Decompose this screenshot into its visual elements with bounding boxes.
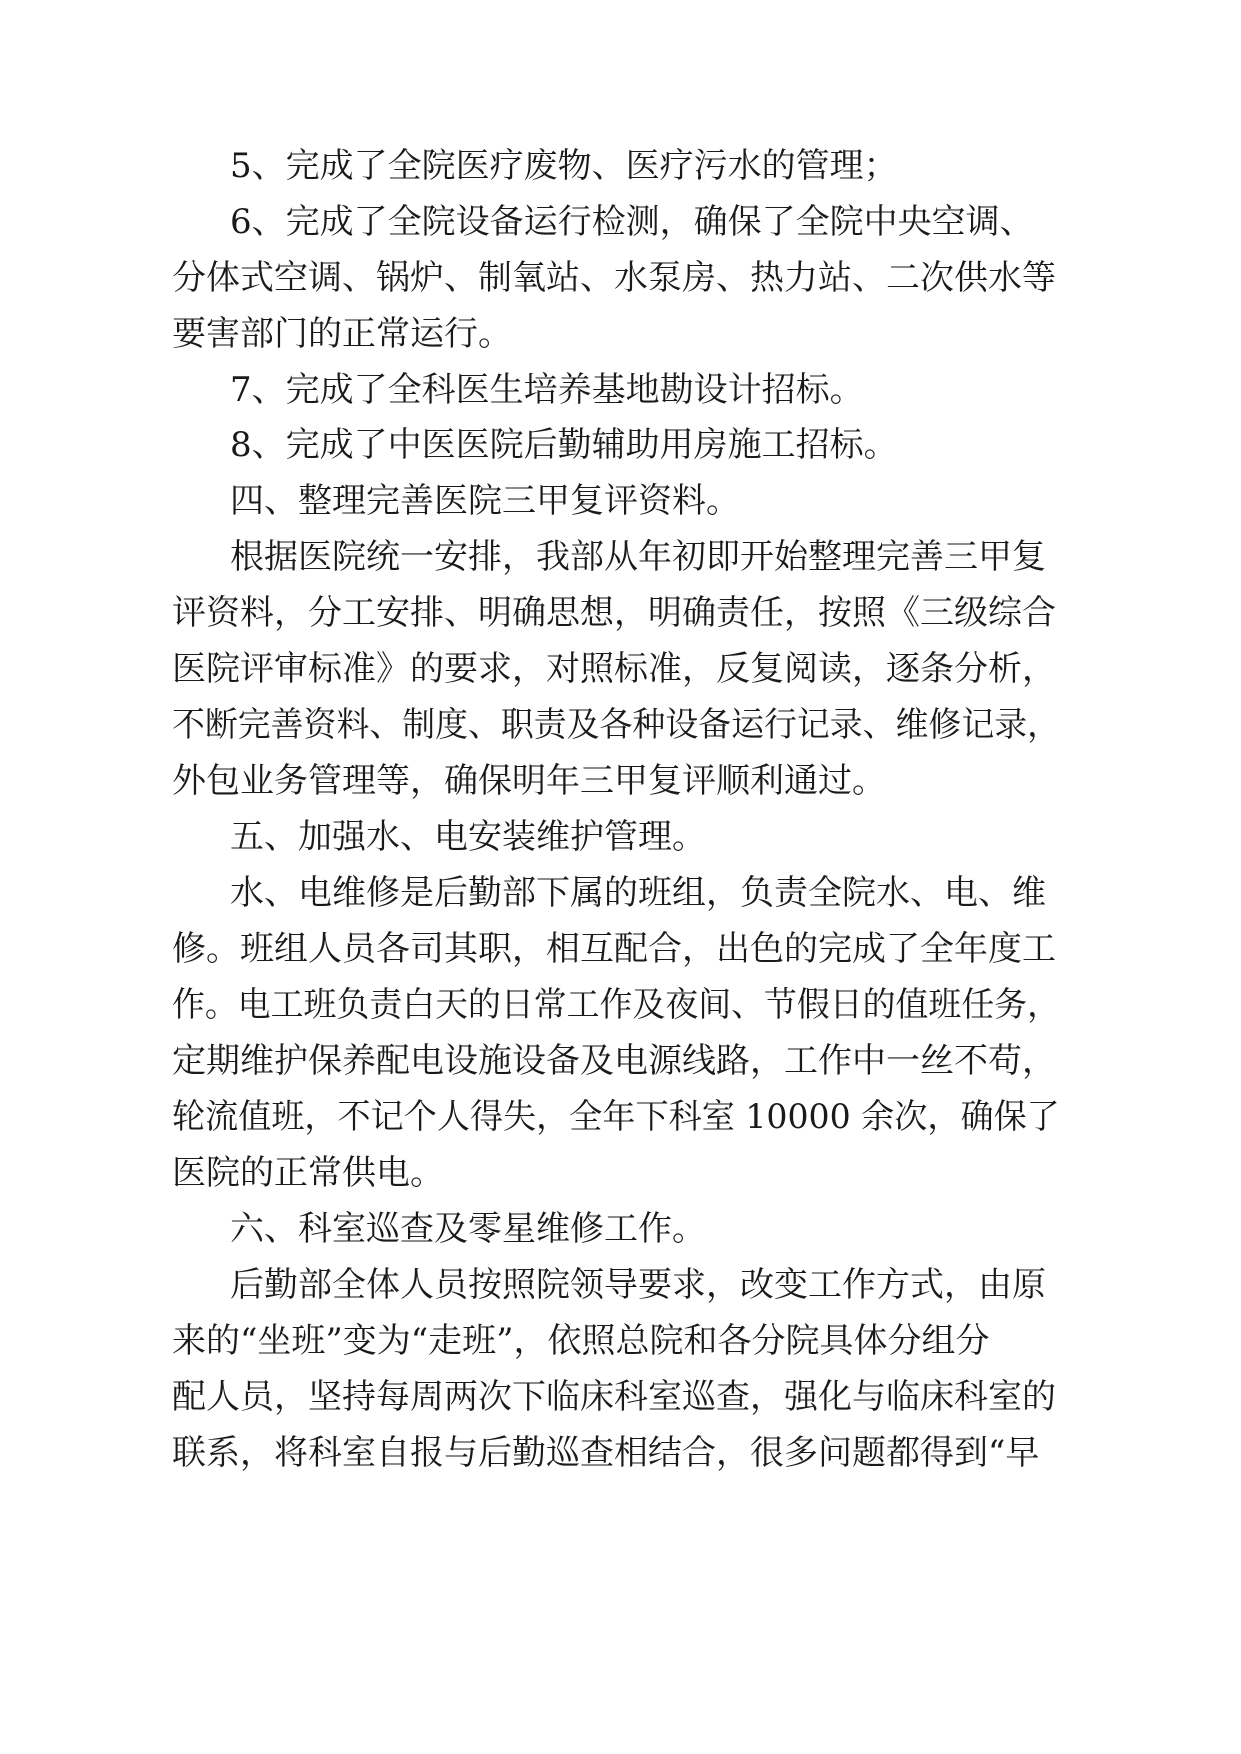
text-line: 5、完成了全院医疗废物、医疗污水的管理； [230,146,898,186]
text-line: 配人员，坚持每周两次下临床科室巡查，强化与临床科室的 [172,1377,1056,1417]
text-line: 轮流值班，不记个人得失，全年下科室 10000 余次，确保了 [172,1097,1060,1137]
text-line: 分体式空调、锅炉、制氧站、水泵房、热力站、二次供水等 [172,258,1056,298]
text-line: 作。电工班负责白天的日常工作及夜间、节假日的值班任务， [172,985,1060,1025]
text-line: 水、电维修是后勤部下属的班组，负责全院水、电、维 [230,873,1046,913]
text-line: 6、完成了全院设备运行检测，确保了全院中央空调、 [230,202,1034,242]
text-line: 医院的正常供电。 [172,1153,444,1193]
text-line: 定期维护保养配电设施设备及电源线路，工作中一丝不苟， [172,1041,1056,1081]
text-line: 来的“坐班”变为“走班”，依照总院和各分院具体分组分 [172,1321,990,1361]
text-line: 医院评审标准》的要求，对照标准，反复阅读，逐条分析， [172,649,1056,689]
text-line: 7、完成了全科医生培养基地勘设计招标。 [230,370,864,410]
text-line: 修。班组人员各司其职，相互配合，出色的完成了全年度工 [172,929,1056,969]
text-line: 根据医院统一安排，我部从年初即开始整理完善三甲复 [230,537,1046,577]
text-line: 评资料，分工安排、明确思想，明确责任，按照《三级综合 [172,593,1056,633]
text-line: 8、完成了中医医院后勤辅助用房施工招标。 [230,425,898,465]
text-line: 要害部门的正常运行。 [172,314,512,354]
text-line: 后勤部全体人员按照院领导要求，改变工作方式，由原 [230,1265,1046,1305]
section-heading: 五、加强水、电安装维护管理。 [230,817,706,857]
text-line: 不断完善资料、制度、职责及各种设备运行记录、维修记录， [172,705,1060,745]
text-line: 联系，将科室自报与后勤巡查相结合，很多问题都得到“早 [172,1433,1040,1473]
text-line: 外包业务管理等，确保明年三甲复评顺利通过。 [172,761,886,801]
section-heading: 六、科室巡查及零星维修工作。 [230,1209,706,1249]
section-heading: 四、整理完善医院三甲复评资料。 [230,481,740,521]
